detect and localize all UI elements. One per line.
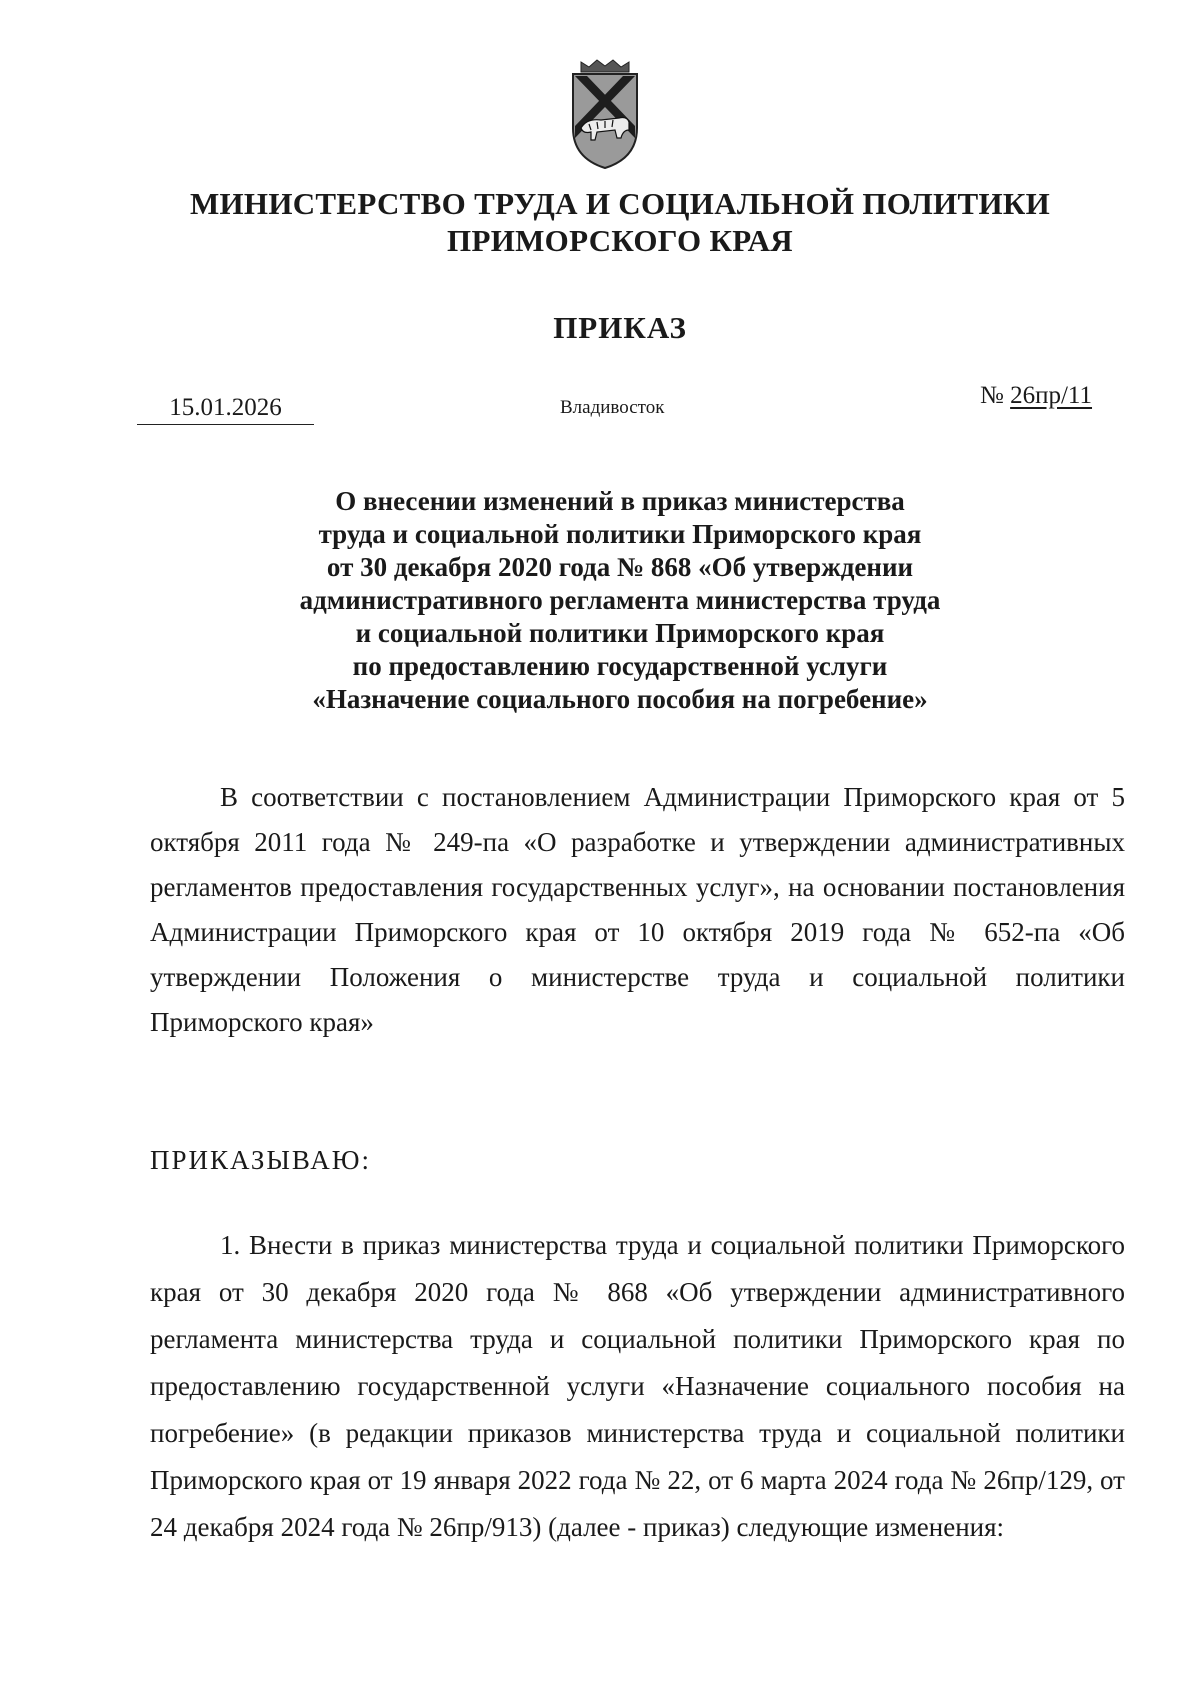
document-city: Владивосток (560, 397, 665, 418)
title-line: от 30 декабря 2020 года № 868 «Об утверждении (326, 552, 914, 582)
title-line: административного регламента министерства труда (299, 585, 941, 615)
number-value: 26пр/11 (1010, 382, 1093, 409)
coat-of-arms-icon (567, 58, 643, 170)
title-line: труда и социальной политики Приморского края (318, 519, 922, 549)
title-line: О внесении изменений в приказ министерства (335, 486, 905, 516)
document-title (220, 485, 1020, 716)
document-type: ПРИКАЗ (553, 310, 687, 345)
document-date: 15.01.2026 (137, 392, 314, 425)
ministry-header-line-1: МИНИСТЕРСТВО ТРУДА И СОЦИАЛЬНОЙ ПОЛИТИКИ (189, 186, 1051, 221)
title-line: по предоставлению государственной услуги (352, 651, 888, 681)
title-line: и социальной политики Приморского края (355, 618, 885, 648)
order-word: ПРИКАЗЫВАЮ: (150, 1145, 371, 1175)
item-1-paragraph: 1. Внести в приказ министерства труда и социальной политики Приморского края от 30 декабря 2020 года № 868 «Об утверждении административного регламента министерства труда и социальной политики Приморского края по предоставлению государственной услуги «Назначение социального пособия на погребение» (в редакции приказов министерства труда и социальной политики Приморского края от 19 января 2022 года № 22, от 6 марта 2024 года № 26пр/129, от 24 декабря 2024 года № 26пр/913) (далее - приказ) следующие изменения: (150, 1230, 1125, 1542)
document-number (980, 380, 1092, 412)
ministry-header-line-2: ПРИМОРСКОГО КРАЯ (447, 223, 793, 258)
preamble-paragraph: В соответствии с постановлением Администрации Приморского края от 5 октября 2011 года № 249-па «О разработке и утверждении административных регламентов предоставления государственных услуг», на основании постановления Администрации Приморского края от 10 октября 2019 года № 652-па «Об утверждении Положения о министерстве труда и социальной политики Приморского края» (150, 782, 1125, 1037)
ministry-header (150, 185, 1090, 259)
number-prefix: № (980, 382, 1011, 409)
title-line: «Назначение социального пособия на погребение» (312, 684, 928, 714)
